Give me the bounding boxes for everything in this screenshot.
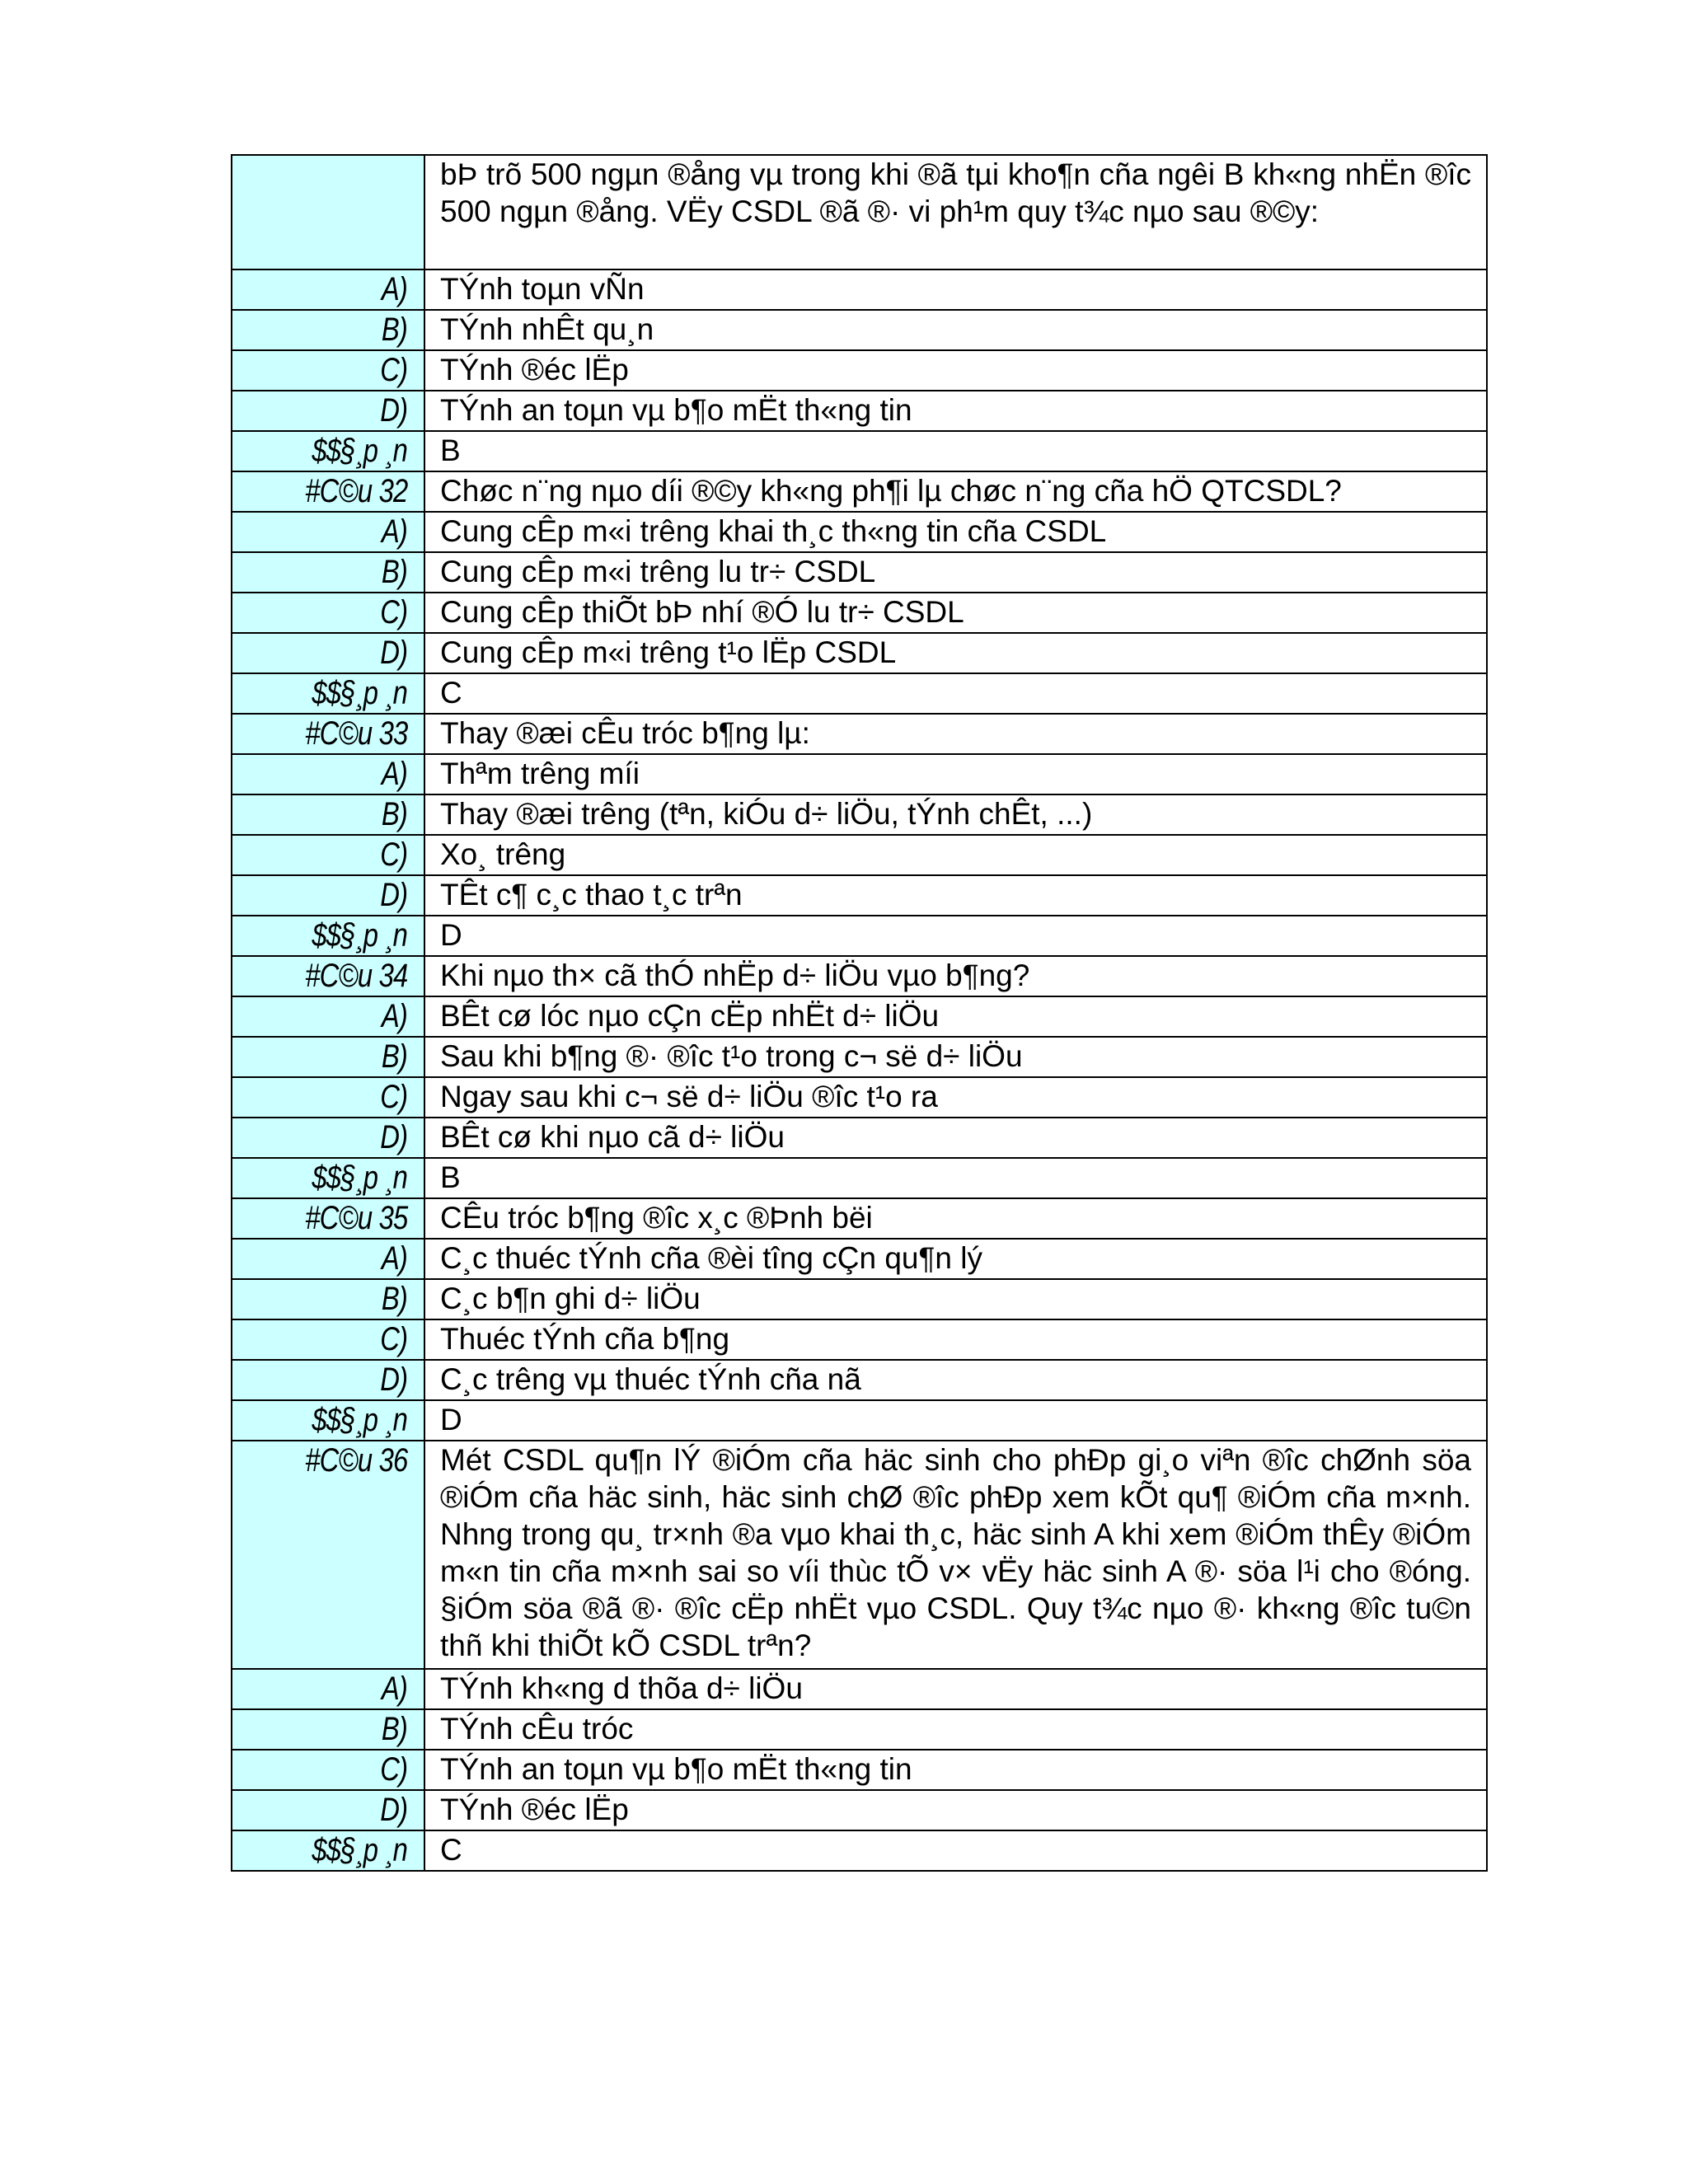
row-text: TÝnh ®éc lËp	[424, 1790, 1487, 1830]
table-row	[232, 1037, 1487, 1077]
row-text: Cung cÊp m«i trêng t¹o lËp CSDL	[424, 633, 1487, 673]
row-label: $$§¸p ¸n	[312, 1402, 407, 1438]
row-label-cell	[232, 593, 424, 633]
table-row	[232, 1669, 1487, 1709]
row-label: C)	[380, 837, 407, 873]
row-label: C)	[380, 1079, 407, 1115]
row-label: B)	[381, 1711, 407, 1747]
question-table	[231, 154, 1488, 1872]
row-label: #C©u 33	[304, 715, 407, 752]
row-text: TÝnh an toµn vµ b¶o mËt th«ng tin	[424, 391, 1487, 431]
row-label: C)	[380, 1751, 407, 1788]
row-label-cell	[232, 552, 424, 593]
row-label: $$§¸p ¸n	[312, 1160, 407, 1196]
row-text: TÝnh toµn vÑn	[424, 269, 1487, 310]
row-label: $$§¸p ¸n	[312, 1832, 407, 1868]
row-text: D	[424, 916, 1487, 956]
table-row	[232, 471, 1487, 512]
row-text: Thªm trêng míi	[424, 754, 1487, 794]
row-label-cell	[232, 310, 424, 350]
row-text: Thuéc tÝnh cña b¶ng	[424, 1319, 1487, 1360]
row-text: TÝnh kh«ng d thõa d÷ liÖu	[424, 1669, 1487, 1709]
table-row	[232, 431, 1487, 471]
row-label-cell	[232, 512, 424, 552]
row-label: $$§¸p ¸n	[312, 675, 407, 711]
row-label-cell	[232, 1198, 424, 1239]
row-label-cell	[232, 155, 424, 269]
row-text: B	[424, 431, 1487, 471]
row-text: TÝnh ®éc lËp	[424, 350, 1487, 391]
row-label-cell	[232, 1239, 424, 1279]
row-text: Thay ®æi trêng (tªn, kiÓu d÷ liÖu, tÝnh chÊt, ...)	[424, 794, 1487, 835]
table-row	[232, 512, 1487, 552]
table-row	[232, 794, 1487, 835]
row-label-cell	[232, 875, 424, 916]
row-label: B)	[381, 796, 407, 832]
table-row	[232, 673, 1487, 714]
row-label-cell	[232, 1158, 424, 1198]
row-label-cell	[232, 835, 424, 875]
table-row	[232, 835, 1487, 875]
row-label: #C©u 36	[304, 1442, 407, 1479]
row-text: Chøc n¨ng nµo díi ®©y kh«ng ph¶i lµ chøc n¨ng cña hÖ QTCSDL?	[424, 471, 1487, 512]
row-text: Thay ®æi cÊu tróc b¶ng lµ:	[424, 714, 1487, 754]
table-row	[232, 1709, 1487, 1750]
row-label: $$§¸p ¸n	[312, 917, 407, 954]
table-row	[232, 1239, 1487, 1279]
row-label: A)	[381, 271, 407, 307]
table-row	[232, 956, 1487, 996]
row-text: CÊu tróc b¶ng ®îc x¸c ®Þnh bëi	[424, 1198, 1487, 1239]
row-text: C¸c b¶n ghi d÷ liÖu	[424, 1279, 1487, 1319]
row-label-cell	[232, 1360, 424, 1400]
row-label: B)	[381, 312, 407, 348]
row-label-cell	[232, 754, 424, 794]
row-label-cell	[232, 1750, 424, 1790]
table-row	[232, 1118, 1487, 1158]
table-row	[232, 875, 1487, 916]
table-row	[232, 1441, 1487, 1669]
row-label-cell	[232, 794, 424, 835]
row-label: D)	[380, 1119, 407, 1155]
table-row	[232, 1198, 1487, 1239]
row-text: D	[424, 1400, 1487, 1441]
row-label-cell	[232, 431, 424, 471]
row-label: D)	[380, 877, 407, 913]
table-row	[232, 916, 1487, 956]
row-label: #C©u 35	[304, 1200, 407, 1236]
row-label-cell	[232, 1279, 424, 1319]
row-label: D)	[380, 392, 407, 429]
row-label-cell	[232, 673, 424, 714]
table-row	[232, 155, 1487, 269]
table-row	[232, 269, 1487, 310]
row-label: #C©u 32	[304, 473, 407, 509]
table-row	[232, 1158, 1487, 1198]
row-label-cell	[232, 471, 424, 512]
table-row	[232, 1400, 1487, 1441]
row-label: A)	[381, 513, 407, 550]
row-text: C¸c trêng vµ thuéc tÝnh cña nã	[424, 1360, 1487, 1400]
row-label: C)	[380, 1321, 407, 1357]
row-text: C	[424, 673, 1487, 714]
table-row	[232, 391, 1487, 431]
row-text: TÊt c¶ c¸c thao t¸c trªn	[424, 875, 1487, 916]
row-label: C)	[380, 594, 407, 630]
row-label-cell	[232, 1118, 424, 1158]
row-label-cell	[232, 269, 424, 310]
row-label-cell	[232, 633, 424, 673]
row-label-cell	[232, 714, 424, 754]
row-label-cell	[232, 1319, 424, 1360]
row-text: Cung cÊp thiÕt bÞ nhí ®Ó lu tr÷ CSDL	[424, 593, 1487, 633]
row-label-cell	[232, 1790, 424, 1830]
row-text: TÝnh nhÊt qu¸n	[424, 310, 1487, 350]
table-row	[232, 552, 1487, 593]
row-label-cell	[232, 1669, 424, 1709]
row-text: BÊt cø lóc nµo cÇn cËp nhËt d÷ liÖu	[424, 996, 1487, 1037]
row-text: Mét CSDL qu¶n lÝ ®iÓm cña häc sinh cho phÐp gi¸o viªn ®îc chØnh söa ®iÓm cña häc sinh, häc sinh chØ ®îc phÐp xem kÕt qu¶ ®iÓm cña m×nh. Nhng trong qu¸ tr×nh ®a vµo khai th¸c, häc sinh A khi xem ®iÓm thÊy ®iÓm m«n tin cña m×nh sai so víi thùc tÕ v× vËy häc sinh A ®· söa l¹i cho ®óng. §iÓm söa ®ã ®· ®îc cËp nhËt vµo CSDL. Quy t¾c nµo ®· kh«ng ®îc tu©n thñ khi thiÕt kÕ CSDL trªn?	[424, 1441, 1487, 1669]
row-label: D)	[380, 1792, 407, 1828]
row-label-cell	[232, 1830, 424, 1871]
table-row	[232, 1360, 1487, 1400]
row-text: Sau khi b¶ng ®· ®îc t¹o trong c¬ së d÷ liÖu	[424, 1037, 1487, 1077]
table-row	[232, 310, 1487, 350]
table-row	[232, 1077, 1487, 1118]
table-row	[232, 1790, 1487, 1830]
table-row	[232, 1319, 1487, 1360]
table-row	[232, 996, 1487, 1037]
row-text: TÝnh an toµn vµ b¶o mËt th«ng tin	[424, 1750, 1487, 1790]
row-label: $$§¸p ¸n	[312, 433, 407, 469]
row-label-cell	[232, 1077, 424, 1118]
row-label-cell	[232, 916, 424, 956]
row-text: B	[424, 1158, 1487, 1198]
row-label: A)	[381, 1240, 407, 1277]
row-label-cell	[232, 1709, 424, 1750]
table-row	[232, 1279, 1487, 1319]
row-label-cell	[232, 1400, 424, 1441]
row-text: BÊt cø khi nµo cã d÷ liÖu	[424, 1118, 1487, 1158]
row-label-cell	[232, 996, 424, 1037]
row-label: B)	[381, 1281, 407, 1317]
row-text: TÝnh cÊu tróc	[424, 1709, 1487, 1750]
row-label-cell	[232, 1037, 424, 1077]
row-text: bÞ trõ 500 ngµn ®ång vµ trong khi ®ã tµi kho¶n cña ngêi B kh«ng nhËn ®îc 500 ngµn ®ång. VËy CSDL ®ã ®· vi ph¹m quy t¾c nµo sau ®©y:	[424, 155, 1487, 269]
row-label: A)	[381, 756, 407, 792]
row-label: C)	[380, 352, 407, 388]
row-text: Ngay sau khi c¬ së d÷ liÖu ®îc t¹o ra	[424, 1077, 1487, 1118]
table-row	[232, 1750, 1487, 1790]
row-text: C	[424, 1830, 1487, 1871]
row-text: Khi nµo th× cã thÓ nhËp d÷ liÖu vµo b¶ng?	[424, 956, 1487, 996]
row-label: A)	[381, 998, 407, 1034]
question-table-body	[232, 155, 1487, 1871]
table-row	[232, 350, 1487, 391]
row-text: Cung cÊp m«i trêng lu tr÷ CSDL	[424, 552, 1487, 593]
row-label: A)	[381, 1671, 407, 1707]
row-label: B)	[381, 1038, 407, 1075]
table-row	[232, 1830, 1487, 1871]
row-label: #C©u 34	[304, 958, 407, 994]
row-label-cell	[232, 1441, 424, 1669]
table-row	[232, 593, 1487, 633]
row-label: D)	[380, 1361, 407, 1398]
row-text: Xo¸ trêng	[424, 835, 1487, 875]
row-label: D)	[380, 635, 407, 671]
table-row	[232, 714, 1487, 754]
row-label: B)	[381, 554, 407, 590]
row-text: C¸c thuéc tÝnh cña ®èi tîng cÇn qu¶n lý	[424, 1239, 1487, 1279]
row-label-cell	[232, 956, 424, 996]
row-text: Cung cÊp m«i trêng khai th¸c th«ng tin cña CSDL	[424, 512, 1487, 552]
row-label-cell	[232, 350, 424, 391]
table-row	[232, 754, 1487, 794]
row-label-cell	[232, 391, 424, 431]
table-row	[232, 633, 1487, 673]
